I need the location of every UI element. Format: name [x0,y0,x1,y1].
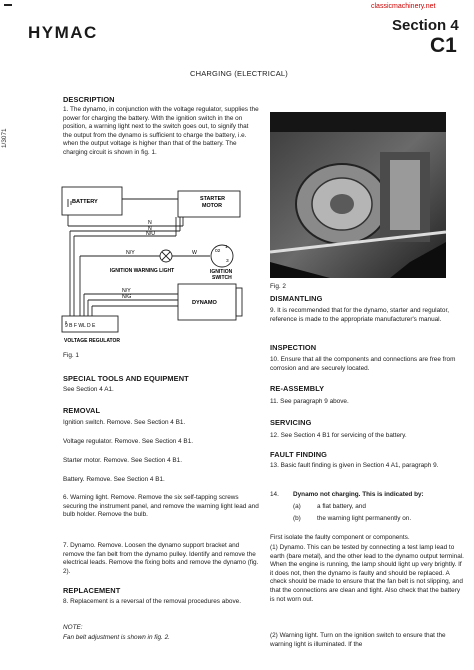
fault-13: 13. Basic fault finding is given in Section 4 A1, paragraph 9. [270,462,439,469]
servicing-text: 12. See Section 4 B1 for servicing of the battery. [270,432,407,439]
fig1-caption: Fig. 1 [63,352,79,359]
fault-14-num: 14. [270,491,279,498]
fault-14-title: Dynamo not charging. This is indicated by: [293,491,424,498]
removal-item-4: Starter motor. Remove. See Section 4 B1. [63,457,182,464]
inspection-text: 10. Ensure that all the components and connections are free from corrosion and are securely located. [270,356,456,372]
dismantling-text: 9. It is recommended that for the dynamo, starter and regulator, reference is made to the appropriate manufacturer's manual. [270,307,450,323]
wire-ny-2: N/Y [122,288,131,294]
wire-n-1: N [148,220,152,226]
wire-ng: N/G [122,294,132,300]
fault-step-2: (2) Warning light. Turn on the ignition switch to ensure that the warning light is illuminated. If the [270,632,446,648]
fault-a-label: (a) [293,503,301,510]
ignition-label-2: SWITCH [212,275,232,281]
wire-w: W [192,250,197,256]
fault-a-text: a flat battery, and [317,503,366,510]
special-tools-text: See Section 4 A1. [63,386,114,393]
replacement-text: 8. Replacement is a reversal of the removal procedures above. [63,598,241,605]
replacement-heading: REPLACEMENT [63,586,121,595]
regulator-terminals: 9 B F WL D E [65,323,96,329]
removal-item-3: Voltage regulator. Remove. See Section 4 B1. [63,438,194,445]
regulator-label: VOLTAGE REGULATOR [64,338,121,344]
section-code: C1 [430,34,457,57]
fault-isolate: First isolate the faulty component or components. [270,534,410,541]
reassembly-heading: RE-ASSEMBLY [270,384,325,393]
dynamo-photo [270,112,446,278]
switch-pos-2: 02 [215,249,221,254]
starter-label: STARTER [200,196,226,202]
corner-mark [4,4,12,6]
description-heading: DESCRIPTION [63,95,115,104]
switch-pos-1: 1 [225,245,228,250]
page-title: CHARGING (ELECTRICAL) [190,69,288,78]
dismantling-heading: DISMANTLING [270,294,323,303]
fault-heading: FAULT FINDING [270,450,327,459]
special-tools-heading: SPECIAL TOOLS AND EQUIPMENT [63,374,189,383]
description-text: 1. The dynamo, in conjunction with the voltage regulator, supplies the power for charging the battery. With the ignition switch in the on position, a warning light next to the switch goes out, to signify that the output from the dynamo is sufficient to charge the battery, i.e. when the output voltage is higher than that of the battery. The charging circuit is shown in fig. 1. [63,106,259,156]
note-label: NOTE: [63,624,83,631]
wire-nu: N/U [146,231,155,237]
starter-label-2: MOTOR [202,203,222,209]
servicing-heading: SERVICING [270,418,312,427]
side-date: 1/3071 [1,128,8,148]
warning-light-label: IGNITION WARNING LIGHT [110,268,175,274]
reassembly-text: 11. See paragraph 9 above. [270,398,349,405]
fault-step-1: (1) Dynamo. This can be tested by connecting a test lamp lead to earth (bare metal), and the other lead to the dynamo output terminal. When the engine is running, the lamp should light up very brightly. If it does not, then the dynamo is faulty and should be replaced. A check should be made to ensure that the fan belt is not slipping, and that the connections are clean and tight. Also check that the battery is not worn out. [270,544,464,603]
section-label: Section 4 [392,17,459,34]
note-text: Fan belt adjustment is shown in fig. 2. [63,634,170,641]
fault-b-label: (b) [293,515,301,522]
dynamo-label: DYNAMO [192,300,217,306]
wire-ny-1: N/Y [126,250,135,256]
removal-heading: REMOVAL [63,406,101,415]
removal-item-5: Battery. Remove. See Section 4 B1. [63,476,165,483]
watermark-text: classicmachinery.net [371,3,436,10]
inspection-heading: INSPECTION [270,343,317,352]
ignition-label: IGNITION [210,269,233,275]
charging-circuit-diagram [60,176,266,348]
removal-item-7: 7. Dynamo. Remove. Loosen the dynamo support bracket and remove the fan belt from the dynamo pulley. Identify and remove the electrical leads. Remove the fixing bolts and remove the dynamo (fig. 2). [63,542,259,575]
switch-pos-3: 3 [226,259,229,264]
battery-label: BATTERY [72,199,98,205]
removal-item-6: 6. Warning light. Remove. Remove the six self-tapping screws securing the instrument panel, and remove the warning light lead and bulb holder. Remove the bulb. [63,494,259,519]
removal-item-2: Ignition switch. Remove. See Section 4 B1. [63,419,186,426]
brand-logo: HYMAC [28,23,98,42]
wire-n-2: N [148,226,152,232]
fig2-caption: Fig. 2 [270,283,286,290]
fault-b-text: the warning light permanently on. [317,515,412,522]
